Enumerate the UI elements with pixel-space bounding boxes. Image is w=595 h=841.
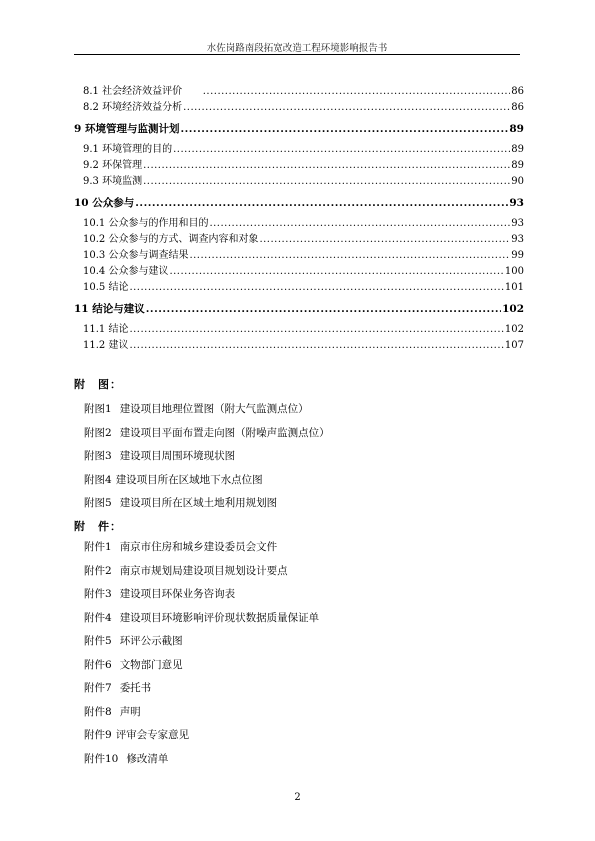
toc-page-number: 93 [509,197,524,209]
item-number: 附件6 [84,658,112,671]
item-text: 建设项目周围环境现状图 [119,450,236,462]
figure-item [84,492,330,516]
toc-page-number: 89 [511,144,524,155]
item-number: 附件9 [84,729,112,741]
item-text: 建设项目环保业务咨询表 [119,588,236,600]
item-number: 附图2 [84,426,112,439]
attachment-item [84,654,319,678]
toc-label: 9.2 环保管理 [83,160,143,171]
item-number: 附件10 [84,752,119,765]
toc-label: 11.2 建议 [83,340,129,351]
item-number: 附图1 [84,403,112,415]
toc-label: 11 结论与建议 [74,303,145,315]
item-number: 附件7 [84,682,112,694]
item-text: 建设项目环境影响评价现状数据质量保证单 [119,611,320,624]
toc-section[interactable] [74,338,524,354]
toc-leader-dots [143,158,510,174]
toc-label: 10.3 公众参与调查结果 [83,250,189,261]
toc-label: 11.1 结论 [83,324,129,335]
toc-page-number: 99 [511,250,524,261]
toc-leader-dots [146,301,501,317]
toc-label: 10.5 结论 [83,282,129,293]
toc-chapter[interactable] [74,195,524,211]
item-number: 附图3 [84,450,112,462]
figure-item [84,469,330,493]
toc-section[interactable] [74,100,524,116]
item-text: 建设项目地理位置图（附大气监测点位） [119,403,309,415]
toc-page-number: 89 [511,160,524,171]
toc-leader-dots [143,174,510,190]
toc-page-number: 93 [511,218,524,229]
toc-leader-dots [169,264,503,280]
attachment-item [84,607,319,631]
toc-page-number: 86 [511,86,524,97]
item-text: 委托书 [119,682,152,694]
toc-leader-dots [129,338,503,354]
item-text: 南京市住房和城乡建设委员会文件 [119,541,278,553]
toc-page-number: 100 [504,266,524,277]
toc-page-number: 107 [504,340,524,351]
item-text: 建设项目所在区域土地利用规划图 [119,497,278,509]
toc-label: 10.2 公众参与的方式、调查内容和对象 [83,234,259,245]
item-text: 文物部门意见 [119,658,183,671]
toc-section[interactable] [74,216,524,232]
item-number: 附件4 [84,611,112,624]
toc-page-number: 89 [509,123,524,135]
toc-label: 8.1 社会经济效益评价 [83,86,183,97]
toc-section[interactable] [74,322,524,338]
toc-label: 10.1 公众参与的作用和目的 [83,218,209,229]
table-of-contents [74,84,524,354]
item-text: 评审会专家意见 [115,729,190,741]
toc-section[interactable] [74,158,524,174]
item-number: 附图4 [84,473,112,486]
toc-label: 10.4 公众参与建议 [83,266,169,277]
toc-page-number: 102 [504,324,524,335]
figures-heading: 附 图： [74,378,122,391]
item-number: 附件8 [84,705,112,718]
toc-leader-dots [129,322,503,338]
toc-section[interactable] [74,280,524,296]
toc-section[interactable] [74,248,524,264]
toc-leader-dots [180,121,508,137]
item-number: 附件2 [84,564,112,577]
toc-leader-dots [129,280,503,296]
toc-leader-dots [183,100,510,116]
toc-leader-dots [135,195,508,211]
attachment-item [84,724,319,748]
toc-label: 9.3 环境监测 [83,176,143,187]
attachment-item [84,536,319,560]
toc-page-number: 93 [511,234,524,245]
toc-section[interactable] [74,264,524,280]
figure-item [84,445,330,469]
item-number: 附件3 [84,588,112,600]
toc-page-number: 90 [511,176,524,187]
toc-leader-dots [259,232,510,248]
item-text: 建设项目平面布置走向图（附噪声监测点位） [119,426,330,439]
toc-label: 10 公众参与 [74,197,135,209]
item-number: 附图5 [84,497,112,509]
attachment-item [84,560,319,584]
toc-section[interactable] [74,142,524,158]
toc-label: 9.1 环境管理的目的 [83,144,173,155]
page-number: 2 [294,792,301,803]
toc-label: 8.2 环境经济效益分析 [83,102,183,113]
attachment-item [84,583,319,607]
attachment-item [84,630,319,654]
toc-label: 9 环境管理与监测计划 [74,123,180,135]
toc-section[interactable] [74,84,524,100]
figure-item [84,422,330,446]
running-header: 水佐岗路南段拓宽改造工程环境影响报告书 [206,43,388,54]
item-number: 附件1 [84,541,112,553]
toc-section[interactable] [74,232,524,248]
toc-leader-dots [203,84,511,100]
toc-chapter[interactable] [74,121,524,137]
attachments-heading: 附 件： [74,520,122,533]
toc-leader-dots [189,248,510,264]
toc-section[interactable] [74,174,524,190]
toc-leader-dots [209,216,510,232]
attachment-item [84,748,319,772]
figure-item [84,398,330,422]
attachment-item [84,677,319,701]
item-number: 附件5 [84,635,112,647]
toc-chapter[interactable] [74,301,524,317]
toc-page-number: 86 [511,102,524,113]
toc-page-number: 102 [502,303,524,315]
item-text: 环评公示截图 [119,635,183,647]
item-text: 修改清单 [126,752,169,765]
item-text: 建设项目所在区域地下水点位图 [115,473,263,486]
item-text: 南京市规划局建设项目规划设计要点 [119,564,288,577]
item-text: 声明 [119,705,141,718]
toc-leader-dots [173,142,510,158]
toc-page-number: 101 [504,282,524,293]
header-rule [74,54,520,55]
figures-list [84,398,330,516]
attachments-list [84,536,319,771]
attachment-item [84,701,319,725]
